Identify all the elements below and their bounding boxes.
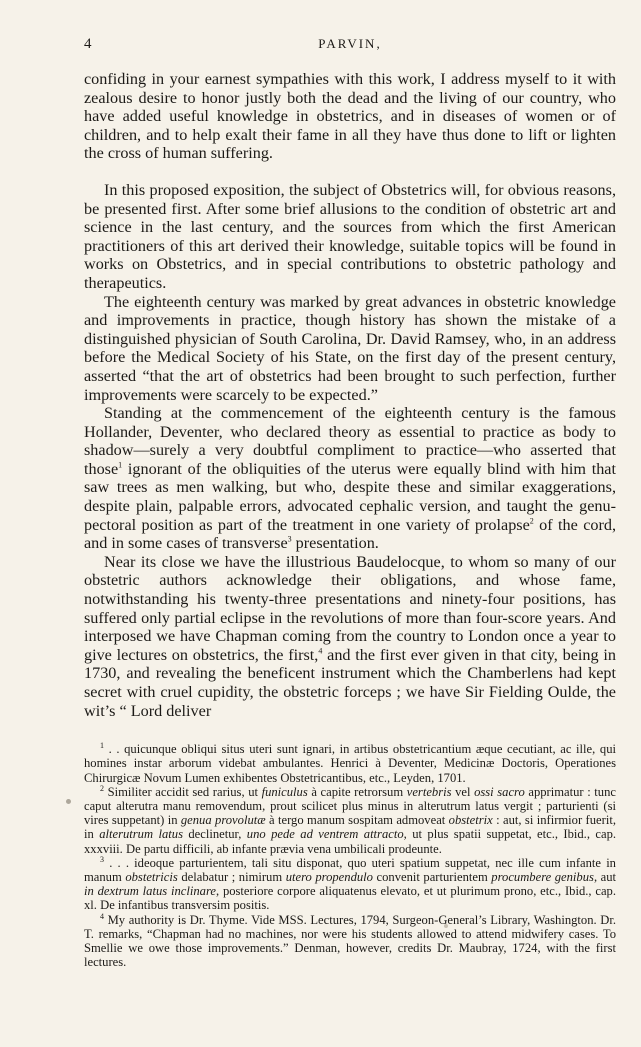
footnote-text: , ut plus spatii suppetat, etc., Ibid., cap. xxxviii. De partu difficili, ab infante prævia vena umbilicali prodeunte.: [84, 827, 617, 856]
ink-speck: [66, 799, 71, 804]
footnote: [84, 856, 616, 913]
paragraph: [84, 553, 616, 720]
italic-text: alterutrum latus: [99, 827, 183, 842]
paragraph: The eighteenth century was marked by great advances in obstetric knowledge and improvements in practice, though history has shown the mistake of a distinguished physician of South Carolina, Dr. David Ramsey, who, in an address before the Medical Society of his State, on the first day of the present century, asserted “that the art of obstetrics had been brought to such perfection, further improvements were scarcely to be expected.”: [84, 292, 616, 404]
text-run: ignorant of the obliquities of the uterus were equally blind with him that saw trees as men walking, but who, despite these and similar exaggerations, despite plain, palpable errors, advocated cephalic version, and taught the genu-pectoral position as part of the treatment in one variety of prolapse: [84, 459, 616, 534]
footnote-text: apprimatur : tunc caput alterutra manu removendum, prout scilicet plus minus in alterutrum latus vergit ; parturienti (si vires suppetant) in: [84, 784, 616, 828]
footnote: [84, 913, 616, 970]
footnote-mark: 4: [100, 911, 104, 921]
footnote-text: . . quicunque obliqui situs uteri sunt ignari, in artibus obstetricantium æque cecutiant, ac ille, qui homines instar arborum videbat ambulantes. Henrici à Deventer, Medicinæ Doctoris, Operationes Chirurgicæ Novum Lumen exhibentes Obstetricantibus, etc., Leyden, 1701.: [84, 742, 616, 785]
footnote: [84, 742, 616, 785]
footnote-text: vel: [451, 784, 475, 799]
footnote-reference: 2: [529, 516, 534, 526]
footnotes: [84, 742, 616, 969]
italic-text: utero propendulo: [285, 870, 373, 885]
footnote-text: à capite retrorsum: [307, 784, 407, 799]
italic-text: obstetrix: [448, 813, 493, 828]
footnote-text: declinetur,: [182, 827, 247, 842]
footnote-reference: 1: [118, 460, 123, 470]
text-run: presentation.: [291, 534, 379, 553]
italic-text: procumbere genibus: [491, 870, 594, 885]
footnote-text: . . . ideoque parturientem, tali situ disponat, quo uteri spatium suppetat, nec ille cum infante in manum: [84, 855, 616, 885]
footnote-text: My authority is Dr. Thyme. Vide MSS. Lectures, 1794, Surgeon-General’s Library, Washington. Dr. T. remarks, “Chapman had no machines, nor were his students allowed to attend midwifery cases. To Smellie we owe those improvements.” Denman, however, credits Dr. Maubray, 1724, with the first lectures.: [84, 912, 616, 970]
text-run: Near its close we have the illustrious Baudelocque, to whom so many of our obstetric authors acknowledge their obligations, and whose fame, notwithstanding his twenty-three presentations and ninety-four positions, has suffered only partial eclipse in the revolutions of more than four-score years. And interposed we have Chapman coming from the country to London once a year to give lectures on obstetrics, the first,: [84, 552, 616, 664]
paragraph: [84, 404, 616, 553]
italic-text: obstetricis: [125, 870, 178, 885]
footnote-mark: 2: [100, 783, 104, 793]
footnote-text: Similiter accidit sed rarius, ut: [107, 784, 262, 799]
italic-text: in dextrum latus inclinare: [84, 884, 216, 899]
running-head: PARVIN,: [318, 36, 382, 51]
footnote-text: : aut, si infirmior fuerit, in: [84, 813, 616, 842]
italic-text: genua provolutæ: [180, 813, 266, 828]
text-run: of the cord, and in some cases of transverse: [84, 515, 616, 553]
paragraph: confiding in your earnest sympathies with this work, I address myself to it with zealous desire to honor justly both the dead and the living of our country, who have added useful knowledge in obstetrics, and in diseases of women or of children, and to help exalt their fame in all they have thus done to lift or lighten the cross of human suffering.: [84, 70, 616, 163]
footnote-mark: 3: [100, 854, 104, 864]
footnote-reference: 3: [287, 534, 292, 544]
italic-text: vertebris: [406, 784, 452, 799]
footnote-text: convenit parturientem: [372, 870, 492, 885]
page-number: 4: [84, 36, 92, 52]
paragraph: In this proposed exposition, the subject of Obstetrics will, for obvious reasons, be presented first. After some brief allusions to the condition of obstetric art and science in the last century, and the sources from which the first American practitioners of this art derived their knowledge, suitable topics will be found in works on Obstetrics, and in special contributions to obstetric pathology and therapeutics.: [84, 180, 616, 292]
main-text: [84, 70, 616, 720]
book-page: [84, 36, 616, 969]
footnote-reference: 4: [318, 646, 323, 656]
footnote-text: , posteriore corpore aliquatenus elevato, et ut plurimum prono, etc., Ibid., cap. xl. De infantibus transversim positis.: [84, 884, 616, 913]
text-run: Standing at the commencement of the eighteenth century is the famous Hollander, Deventer, who declared theory as essential to practice as body to shadow—surely a very doubtful compliment to practice—who asserted that those: [84, 404, 616, 478]
italic-text: funiculus: [261, 784, 308, 799]
page-header: [84, 36, 616, 56]
footnote-text: à tergo manum sospitam admoveat: [265, 813, 449, 828]
italic-text: uno pede ad ventrem attracto: [246, 827, 404, 842]
footnote: [84, 785, 616, 856]
footnote-mark: 1: [100, 741, 104, 750]
text-run: and the first ever given in that city, being in 1730, and revealing the beneficent instrument which the Chamberlens had kept secret with cruel cupidity, the obstetric forceps ; we have Sir Fielding Oulde, the wit’s “ Lord deliver: [84, 645, 616, 720]
italic-text: ossi sacro: [474, 784, 525, 799]
footnote-text: , aut: [593, 870, 617, 885]
footnote-text: delabatur ; nimirum: [177, 870, 286, 885]
